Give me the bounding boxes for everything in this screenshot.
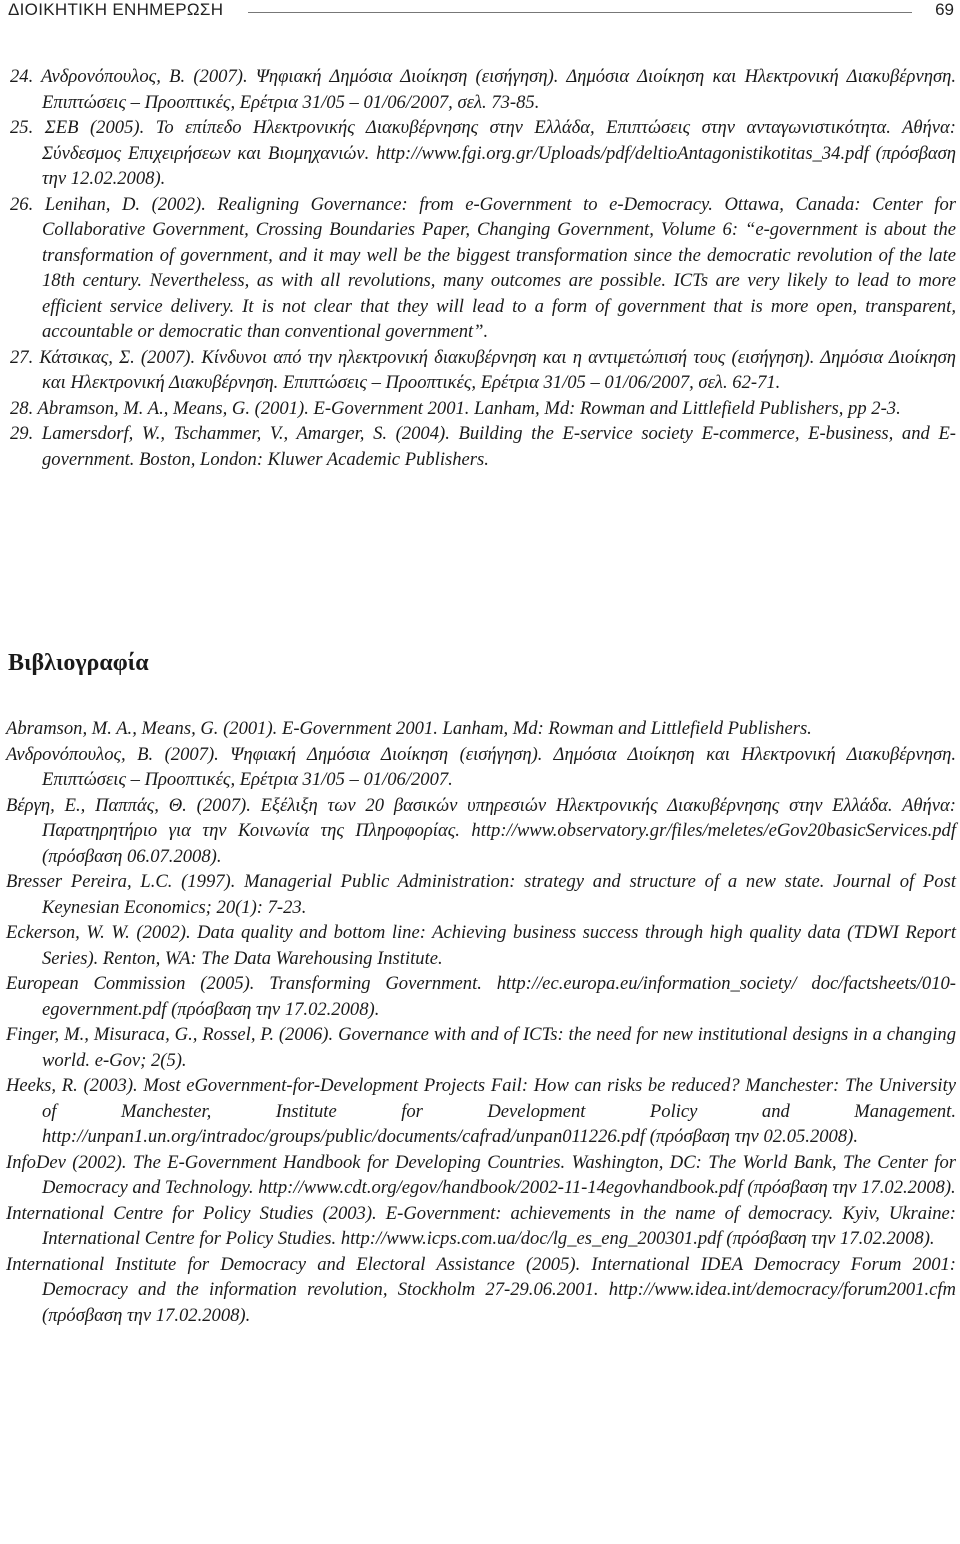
bibliography-entry: Ανδρονόπουλος, Β. (2007). Ψηφιακή Δημόσια Διοίκηση (εισήγηση). Δημόσια Διοίκηση και Ηλεκτρονική Διακυβέρνηση. Επιπτώσεις – Προοπτικές, Ερέτρια 31/05 – 01/06/2007. — [6, 743, 956, 790]
bibliography-entry: International Institute for Democracy and Electoral Assistance (2005). International IDEA Democracy Forum 2001: Democracy and the information revolution, Stockholm 27-29.06.2001. http://www.idea.int/democracy/forum2001.cfm (πρόσβαση την 17.02.2008). — [6, 1253, 956, 1326]
bibliography-entry: European Commission (2005). Transforming Government. http://ec.europa.eu/information_society/ doc/factsheets/010-egovernment.pdf (πρόσβαση την 17.02.2008). — [6, 973, 956, 1020]
endnote-26: 26. Lenihan, D. (2002). Realigning Governance: from e-Government to e-Democracy. Ottawa, Canada: Center for Collaborative Government, Crossing Boundaries Paper, Changing Government, Volume 6: “e-government is about the transformation of government, and it may well be the biggest transformation since the democratic revolution of the late 18th century. Nevertheless, as with all revolutions, many outcomes are possible. ICTs are very likely to lead to more efficient service delivery. It is not clear that they will lead to a form of government that is more open, transparent, accountable or democratic than conventional government”. — [10, 193, 956, 342]
bibliography-entry: Βέργη, Ε., Παππάς, Θ. (2007). Εξέλιξη των 20 βασικών υπηρεσιών Ηλεκτρονικής Διακυβέρνησης στην Ελλάδα. Αθήνα: Παρατηρητήριο για την Κοινωνία της Πληροφορίας. http://www.observatory.gr/files/meletes/eGov20basicServices.pdf (πρόσβαση 06.07.2008). — [6, 794, 956, 867]
bibliography-entry: Abramson, M. A., Means, G. (2001). E-Government 2001. Lanham, Md: Rowman and Littlefield Publishers. — [6, 718, 812, 739]
endnote-28: 28. Abramson, M. A., Means, G. (2001). E-Government 2001. Lanham, Md: Rowman and Littlefield Publishers, pp 2-3. — [10, 397, 901, 419]
header-rule — [248, 12, 912, 13]
endnote-27: 27. Κάτσικας, Σ. (2007). Κίνδυνοι από την ηλεκτρονική διακυβέρνηση και η αντιμετώπισή τους (εισήγηση). Δημόσια Διοίκηση και Ηλεκτρονική Διακυβέρνηση. Επιπτώσεις – Προοπτικές, Ερέτρια 31/05 – 01/06/2007, σελ. 62-71. — [10, 346, 956, 393]
page-header — [0, 0, 960, 24]
endnote-29: 29. Lamersdorf, W., Tschammer, V., Amarger, S. (2004). Building the E-service society E-commerce, E-business, and E-government. Boston, London: Kluwer Academic Publishers. — [10, 423, 956, 470]
running-head: ΔΙΟΙΚΗΤΙΚΗ ΕΝΗΜΕΡΩΣΗ — [8, 0, 224, 19]
bibliography-list — [6, 716, 956, 1328]
endnote-24: 24. Ανδρονόπουλος, Β. (2007). Ψηφιακή Δημόσια Διοίκηση (εισήγηση). Δημόσια Διοίκηση και Ηλεκτρονική Διακυβέρνηση. Επιπτώσεις – Προοπτικές, Ερέτρια 31/05 – 01/06/2007, σελ. 73-85. — [10, 66, 956, 113]
bibliography-entry: Finger, M., Misuraca, G., Rossel, P. (2006). Governance with and of ICTs: the need for new institutional designs in a changing world. e-Gov; 2(5). — [6, 1024, 956, 1071]
bibliography-entry: Eckerson, W. W. (2002). Data quality and bottom line: Achieving business success through high quality data (TDWI Report Series). Renton, WA: The Data Warehousing Institute. — [6, 922, 956, 969]
bibliography-entry: Heeks, R. (2003). Most eGovernment-for-Development Projects Fail: How can risks be reduced? Manchester: The University of Manchester, Institute for Development Policy and Management. http://unpan1.un.org/intradoc/groups/public/documents/cafrad/unpan011226.pdf (πρόσβαση την 02.05.2008). — [6, 1075, 956, 1147]
bibliography-entry: InfoDev (2002). The E-Government Handbook for Developing Countries. Washington, DC: The World Bank, The Center for Democracy and Technology. http://www.cdt.org/egov/handbook/2002-11-14egovhandbook.pdf (πρόσβαση την 17.02.2008). — [6, 1151, 956, 1198]
bibliography-title: Βιβλιογραφία — [8, 650, 149, 676]
bibliography-entry: International Centre for Policy Studies (2003). E-Government: achievements in the name of democracy. Kyiv, Ukraine: International Centre for Policy Studies. http://www.icps.com.ua/doc/lg_es_eng_200301.pdf (πρόσβαση την 17.02.2008). — [6, 1202, 956, 1249]
endnote-25: 25. ΣΕΒ (2005). Το επίπεδο Ηλεκτρονικής Διακυβέρνησης στην Ελλάδα, Επιπτώσεις στην ανταγωνιστικότητα. Αθήνα: Σύνδεσμος Επιχειρήσεων και Βιομηχανιών. http://www.fgi.org.gr/Uploads/pdf/deltioAntagonistikotitas_34.pdf (πρόσβαση την 12.02.2008). — [10, 117, 956, 189]
bibliography-entry: Bresser Pereira, L.C. (1997). Managerial Public Administration: strategy and structure of a new state. Journal of Post Keynesian Economics; 20(1): 7-23. — [6, 871, 956, 918]
page-number: 69 — [935, 0, 954, 19]
endnotes-list — [10, 64, 956, 472]
